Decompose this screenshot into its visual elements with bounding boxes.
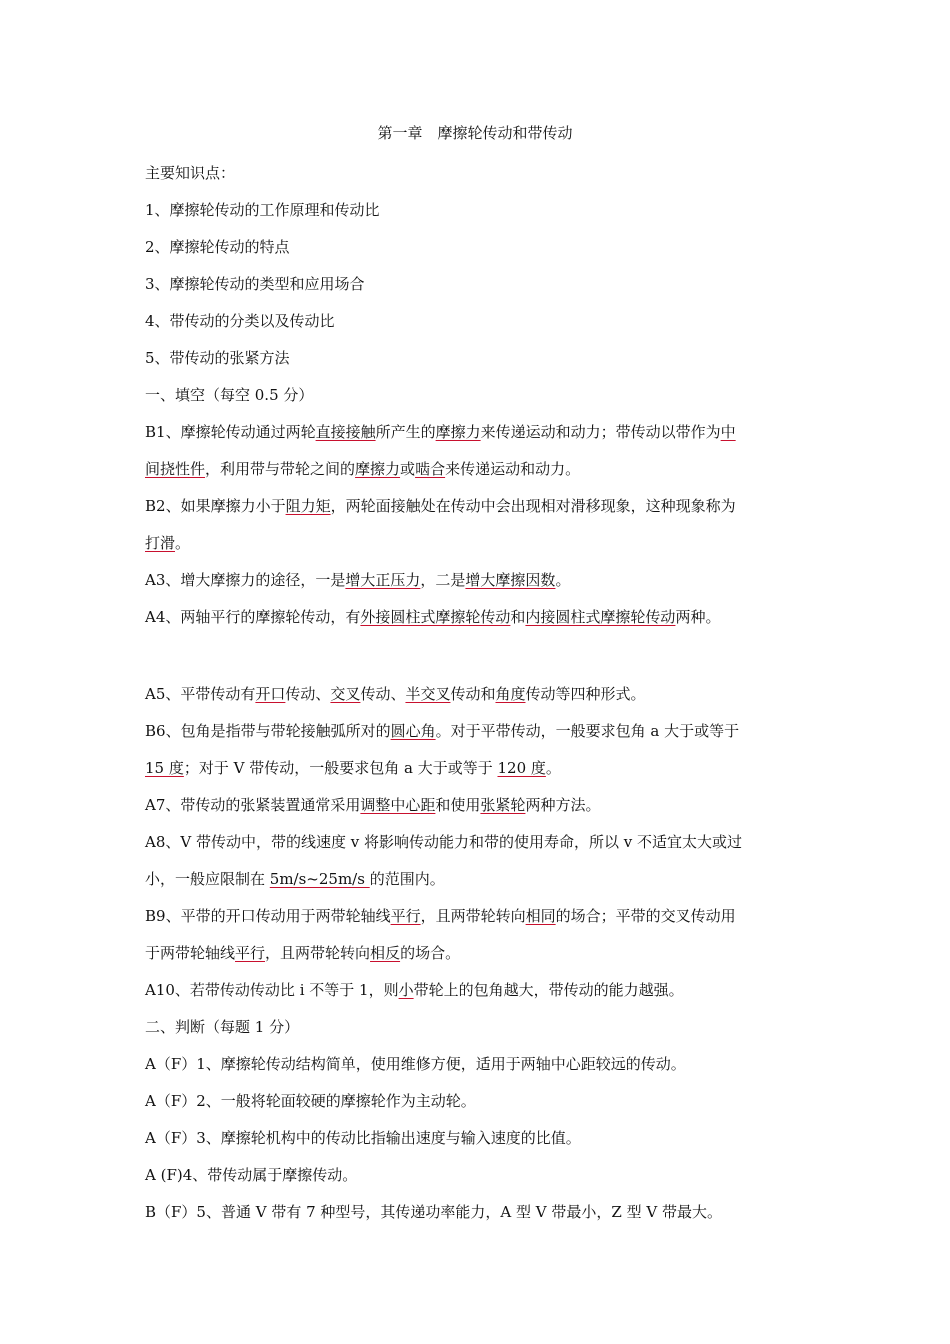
judge-heading: 二、判断（每题 1 分） [145, 1018, 300, 1036]
judge-item-5: B（F）5、普通 V 带有 7 种型号，其传递功率能力，A 型 V 带最小，Z 型 V 带最大。 [145, 1203, 722, 1221]
knowledge-item-5: 5、带传动的张紧方法 [145, 349, 290, 367]
question-b1-line1: B1、摩擦轮传动通过两轮直接接触所产生的摩擦力来传递运动和动力；带传动以带作为中 [145, 423, 736, 441]
question-b9-line2: 于两带轮轴线平行，且两带轮转向相反的场合。 [145, 944, 461, 962]
judge-item-3: A（F）3、摩擦轮机构中的传动比指输出速度与输入速度的比值。 [145, 1129, 581, 1147]
answer-blank: 打滑 [145, 534, 176, 552]
judge-item-2: A（F）2、一般将轮面较硬的摩擦轮作为主动轮。 [145, 1092, 476, 1110]
answer-blank: 平行 [235, 944, 266, 962]
answer-blank: 摩擦力 [435, 423, 481, 441]
knowledge-item-1: 1、摩擦轮传动的工作原理和传动比 [145, 201, 380, 219]
question-b2-line2: 打滑。 [145, 534, 191, 552]
answer-blank: 交叉 [330, 685, 361, 703]
knowledge-item-2: 2、摩擦轮传动的特点 [145, 238, 290, 256]
question-b9-line1: B9、平带的开口传动用于两带轮轴线平行，且两带轮转向相同的场合；平带的交叉传动用 [145, 907, 736, 925]
answer-blank: 阻力矩 [285, 497, 331, 515]
knowledge-item-3: 3、摩擦轮传动的类型和应用场合 [145, 275, 365, 293]
answer-blank: 增大正压力 [345, 571, 421, 589]
answer-blank: 圆心角 [390, 722, 436, 740]
question-a8-line2: 小，一般应限制在 5m/s~25m/s 的范围内。 [145, 870, 445, 888]
answer-blank: 15 度 [145, 759, 184, 777]
answer-blank: 外接圆柱式摩擦轮传动 [360, 608, 511, 626]
knowledge-item-4: 4、带传动的分类以及传动比 [145, 312, 335, 330]
answer-blank: 角度 [495, 685, 526, 703]
answer-blank: 平行 [390, 907, 421, 925]
knowledge-heading: 主要知识点： [145, 164, 236, 182]
fill-heading: 一、填空（每空 0.5 分） [145, 386, 314, 404]
judge-item-4: A (F)4、带传动属于摩擦传动。 [145, 1166, 358, 1184]
answer-blank: 相同 [525, 907, 556, 925]
answer-blank: 半交叉 [405, 685, 451, 703]
question-a8-line1: A8、V 带传动中，带的线速度 v 将影响传动能力和带的使用寿命，所以 v 不适宜太大或过 [145, 833, 743, 851]
answer-blank: 摩擦力 [355, 460, 401, 478]
answer-blank: 120 度 [497, 759, 546, 777]
chapter-title: 第一章 摩擦轮传动和带传动 [377, 124, 573, 142]
answer-blank: 中 [720, 423, 736, 441]
judge-item-1: A（F）1、摩擦轮传动结构简单，使用维修方便，适用于两轴中心距较远的传动。 [145, 1055, 686, 1073]
content-block-lower [145, 681, 810, 1236]
answer-blank: 张紧轮 [480, 796, 526, 814]
answer-blank: 5m/s~25m/s [269, 870, 370, 888]
question-a3: A3、增大摩擦力的途径，一是增大正压力，二是增大摩擦因数。 [145, 571, 571, 589]
content-block-upper [145, 160, 810, 641]
answer-blank: 直接接触 [315, 423, 376, 441]
question-a7: A7、带传动的张紧装置通常采用调整中心距和使用张紧轮两种方法。 [145, 796, 601, 814]
answer-blank: 调整中心距 [360, 796, 436, 814]
question-b2-line1: B2、如果摩擦力小于阻力矩，两轮面接触处在传动中会出现相对滑移现象，这种现象称为 [145, 497, 736, 515]
question-a10: A10、若带传动传动比 i 不等于 1，则小带轮上的包角越大，带传动的能力越强。 [145, 981, 684, 999]
answer-blank: 相反 [370, 944, 401, 962]
answer-blank: 开口 [255, 685, 286, 703]
answer-blank: 内接圆柱式摩擦轮传动 [525, 608, 676, 626]
question-b6-line2: 15 度；对于 V 带传动，一般要求包角 a 大于或等于 120 度。 [145, 759, 561, 777]
answer-blank: 啮合 [415, 460, 446, 478]
answer-blank: 小 [398, 981, 414, 999]
question-a5: A5、平带传动有开口传动、交叉传动、半交叉传动和角度传动等四种形式。 [145, 685, 646, 703]
answer-blank: 增大摩擦因数 [465, 571, 556, 589]
question-a4: A4、两轴平行的摩擦轮传动，有外接圆柱式摩擦轮传动和内接圆柱式摩擦轮传动两种。 [145, 608, 721, 626]
answer-blank: 间挠性件 [145, 460, 206, 478]
question-b1-line2: 间挠性件，利用带与带轮之间的摩擦力或啮合来传递运动和动力。 [145, 460, 581, 478]
question-b6-line1: B6、包角是指带与带轮接触弧所对的圆心角。对于平带传动，一般要求包角 a 大于或等于 [145, 722, 740, 740]
